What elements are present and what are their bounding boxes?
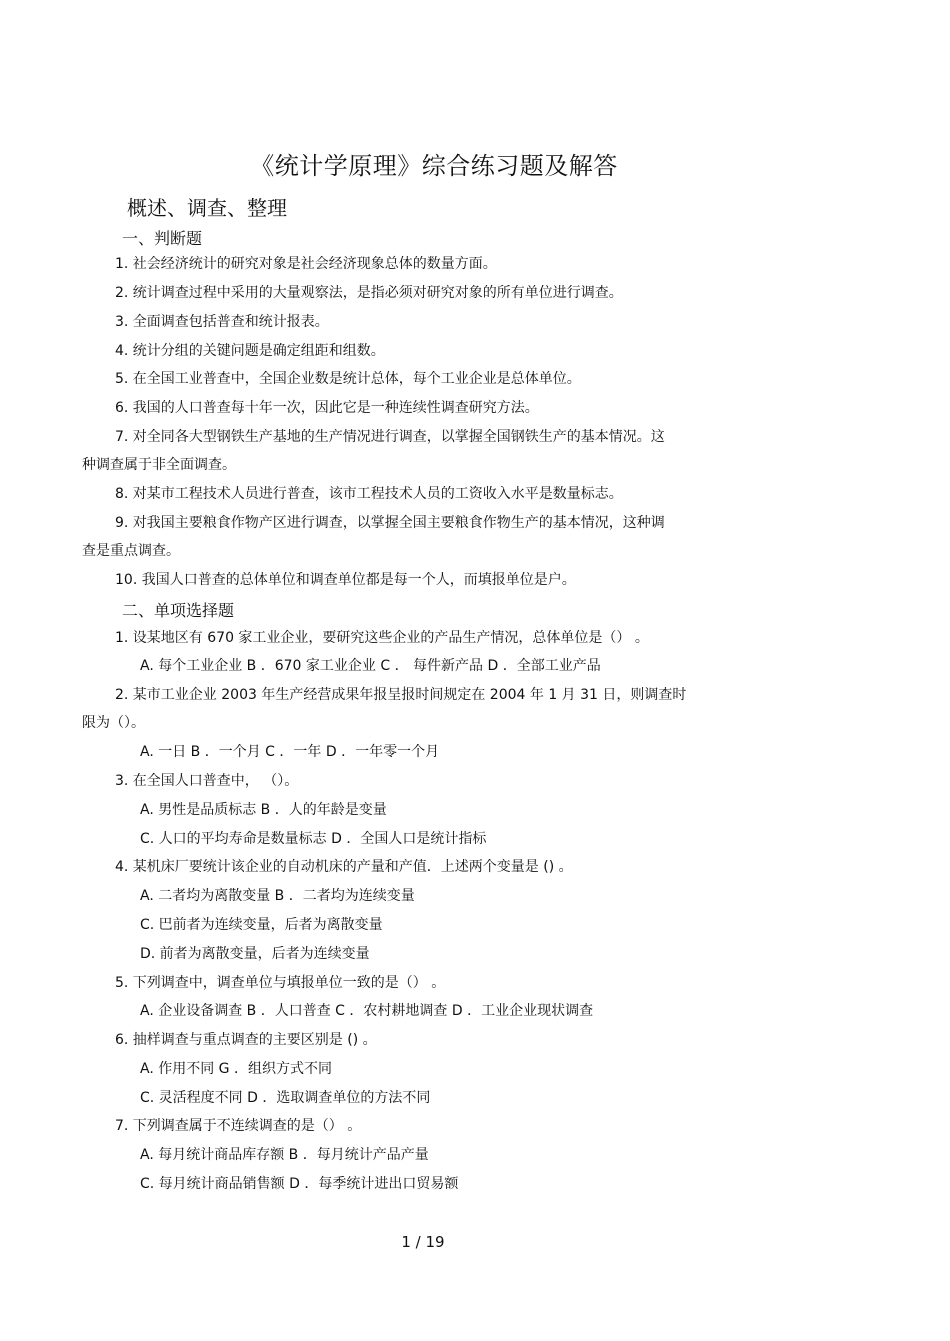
option-line: A. 每个工业企业 B ．670 家工业企业 C ． 每件新产品 D ．全部工业产品 [140, 658, 601, 674]
question-line: 1. 设某地区有 670 家工业企业，要研究这些企业的产品生产情况，总体单位是（） 。 [115, 630, 649, 646]
question-line: 8. 对某市工程技术人员进行普查，该市工程技术人员的工资收入水平是数量标志。 [115, 486, 623, 502]
option-line: A. 作用不同 G ．组织方式不同 [140, 1061, 332, 1077]
option-line: C. 每月统计商品销售额 D ．每季统计进出口贸易额 [140, 1176, 459, 1192]
question-line: 4. 某机床厂要统计该企业的自动机床的产量和产值．上述两个变量是 () 。 [115, 859, 573, 875]
option-line: A. 企业设备调查 B ．人口普查 C ．农村耕地调查 D ．工业企业现状调查 [140, 1003, 594, 1019]
question-line: 6. 我国的人口普查每十年一次，因此它是一种连续性调查研究方法。 [115, 400, 539, 416]
document-title: 《统计学原理》综合练习题及解答 [250, 152, 618, 180]
option-line: C. 巴前者为连续变量，后者为离散变量 [140, 917, 383, 933]
question-line: 3. 在全国人口普查中， （）。 [115, 773, 299, 789]
option-line: D. 前者为离散变量，后者为连续变量 [140, 946, 370, 962]
question-line: 2. 统计调查过程中采用的大量观察法，是指必须对研究对象的所有单位进行调查。 [115, 285, 623, 301]
question-line: 6. 抽样调查与重点调查的主要区别是 () 。 [115, 1032, 377, 1048]
part2-heading: 二、单项选择题 [122, 601, 235, 620]
question-line: 9. 对我国主要粮食作物产区进行调查，以掌握全国主要粮食作物生产的基本情况，这种调 [115, 515, 665, 531]
question-line: 7. 下列调查属于不连续调查的是（） 。 [115, 1118, 362, 1134]
part1-heading: 一、判断题 [122, 229, 203, 248]
question-line: 2. 某市工业企业 2003 年生产经营成果年报呈报时间规定在 2004 年 1 月 31 日，则调查时 [115, 687, 687, 703]
option-line: A. 男性是品质标志 B ．人的年龄是变量 [140, 802, 387, 818]
option-line: C. 灵活程度不同 D ．选取调查单位的方法不同 [140, 1090, 431, 1106]
option-line: A. 每月统计商品库存额 B ．每月统计产品产量 [140, 1147, 429, 1163]
question-line: 3. 全面调查包括普查和统计报表。 [115, 314, 329, 330]
question-line: 10. 我国人口普查的总体单位和调查单位都是每一个人，而填报单位是户。 [115, 572, 576, 588]
question-line: 7. 对全同各大型钢铁生产基地的生产情况进行调查，以掌握全国钢铁生产的基本情况。这 [115, 429, 665, 445]
question-line-continued: 限为（）。 [82, 715, 145, 731]
question-line-continued: 查是重点调查。 [82, 543, 180, 559]
option-line: A. 一日 B ．一个月 C ．一年 D ．一年零一个月 [140, 744, 440, 760]
question-line: 5. 下列调查中，调查单位与填报单位一致的是（） 。 [115, 975, 446, 991]
question-line: 5. 在全国工业普查中，全国企业数是统计总体，每个工业企业是总体单位。 [115, 371, 581, 387]
question-line-continued: 种调查属于非全面调查。 [82, 457, 236, 473]
option-line: A. 二者均为离散变量 B ．二者均为连续变量 [140, 888, 415, 904]
question-line: 1. 社会经济统计的研究对象是社会经济现象总体的数量方面。 [115, 256, 497, 272]
question-line: 4. 统计分组的关键问题是确定组距和组数。 [115, 343, 385, 359]
page-number: 1 / 19 [401, 1233, 445, 1251]
option-line: C. 人口的平均寿命是数量标志 D ．全国人口是统计指标 [140, 831, 487, 847]
section-title: 概述、调查、整理 [127, 196, 287, 220]
